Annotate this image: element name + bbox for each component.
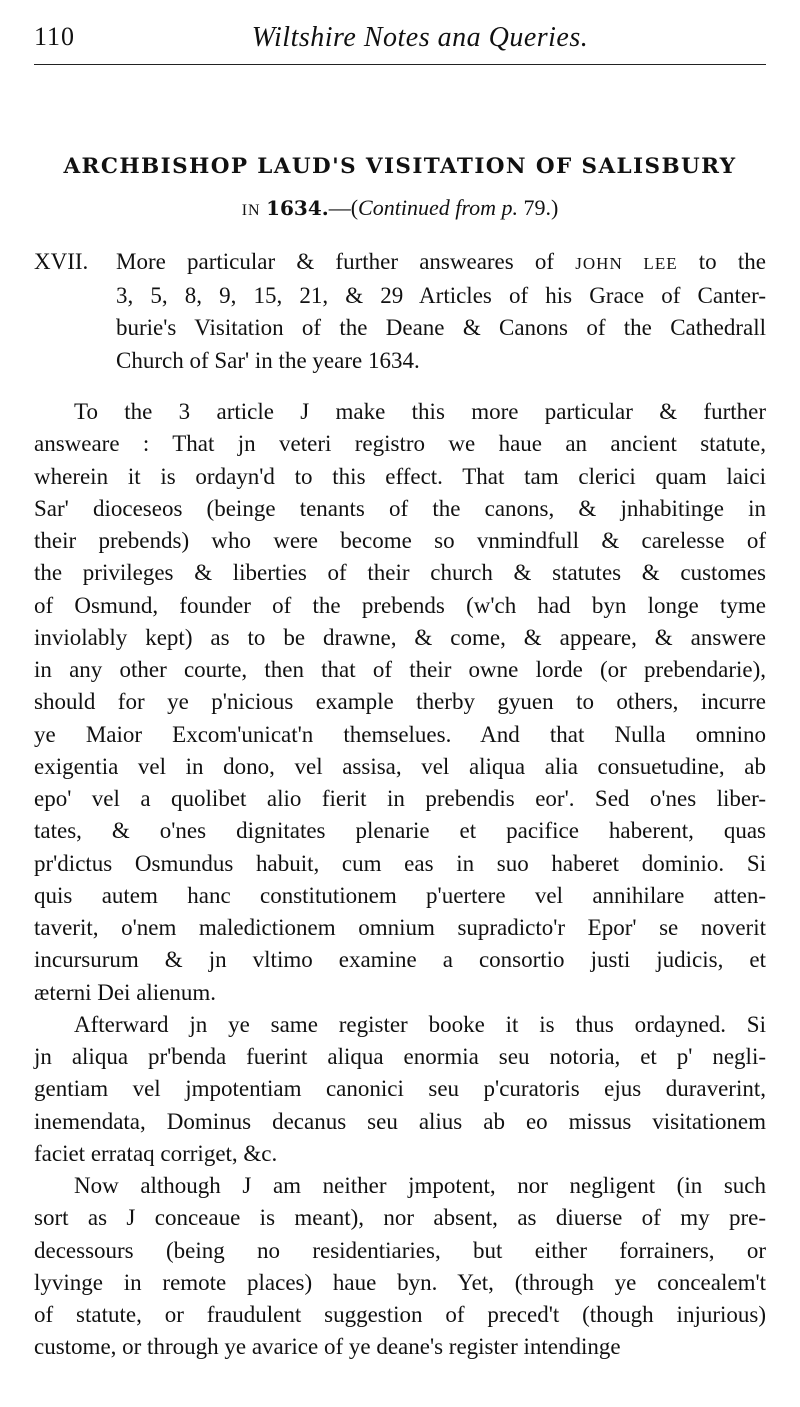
text-line: of Osmund, founder of the prebends (w'ch had byn longe tyme bbox=[34, 592, 766, 618]
text-line: ye Maior Excom'unicat'n themselues. And that Nulla omnino bbox=[34, 721, 766, 747]
text-line: lyvinge in remote places) haue byn. Yet, (through ye concealem't bbox=[34, 1269, 766, 1295]
subtitle-year: 1634. bbox=[266, 196, 329, 220]
text-line: sort as J conceaue is meant), nor absent, as diuerse of my pre- bbox=[34, 1205, 766, 1231]
text-line: quis autem hanc constitutionem p'uertere vel annihilare atten- bbox=[34, 882, 766, 908]
text-line: faciet errataq corriget, &c. bbox=[34, 1140, 278, 1166]
article-subtitle bbox=[34, 195, 766, 221]
subtitle-dash: —( bbox=[328, 195, 359, 220]
header-rule bbox=[34, 64, 766, 65]
text-line: of statute, or fraudulent suggestion of preced't (though injurious) bbox=[34, 1302, 766, 1327]
journal-title: Wiltshire Notes ana Queries. bbox=[251, 22, 589, 53]
text-line: jn aliqua pr'benda fuerint aliqua enormia seu notoria, et p' negli- bbox=[34, 1044, 766, 1069]
section-line: Church of Sar' in the yeare 1634. bbox=[116, 347, 420, 373]
text-line: epo' vel a quolibet alio fierit in prebendis eor'. Sed o'nes liber- bbox=[34, 786, 766, 811]
author-name: JOHN LEE bbox=[575, 254, 678, 273]
text-line: Now although J am neither jmpotent, nor negligent (in such bbox=[74, 1173, 766, 1198]
subtitle-prefix: IN bbox=[241, 202, 261, 219]
text-line: Sar' dioceseos (beinge tenants of the canons, & jnhabitinge in bbox=[34, 495, 766, 521]
text-line: should for ye p'nicious example therby gyuen to others, incurre bbox=[34, 689, 766, 715]
section-line bbox=[116, 246, 766, 280]
text-line: Afterward jn ye same register booke it is thus ordayned. Si bbox=[74, 1011, 766, 1037]
text-line: decessours (being no residentiaries, but either forrainers, or bbox=[34, 1237, 766, 1263]
text-line: gentiam vel jmpotentiam canonici seu p'curatoris ejus duraverint, bbox=[34, 1076, 766, 1102]
section-numeral: XVII. bbox=[34, 249, 89, 274]
section-line-text: More particular & further answeares of bbox=[116, 249, 576, 274]
text-line: inemendata, Dominus decanus seu alius ab eo missus visitationem bbox=[34, 1108, 766, 1134]
subtitle-continued: Continued from p. bbox=[358, 195, 518, 220]
text-line: in any other courte, then that of their owne lorde (or prebendarie), bbox=[34, 657, 766, 682]
text-line: exigentia vel in dono, vel assisa, vel aliqua alia consuetudine, ab bbox=[34, 753, 766, 779]
text-line: inviolably kept) as to be drawne, & come, & appeare, & answere bbox=[34, 624, 766, 650]
text-line: the privileges & liberties of their church & statutes & customes bbox=[34, 560, 766, 586]
text-line: taverit, o'nem maledictionem omnium supradicto'r Epor' se noverit bbox=[34, 915, 766, 940]
text-line: incursurum & jn vltimo examine a consortio justi judicis, et bbox=[34, 947, 766, 973]
article-title: ARCHBISHOP LAUD'S VISITATION OF SALISBURY bbox=[63, 154, 737, 179]
text-line: æterni Dei alienum. bbox=[34, 979, 217, 1005]
text-line: To the 3 article J make this more particular & further bbox=[74, 399, 766, 424]
text-line: custome, or through ye avarice of ye deane's register intendinge bbox=[34, 1334, 621, 1360]
text-line: wherein it is ordayn'd to this effect. That tam clerici quam laici bbox=[34, 463, 766, 489]
text-line: tates, & o'nes dignitates plenarie et pacifice haberent, quas bbox=[34, 818, 766, 844]
subtitle-page: 79.) bbox=[517, 195, 559, 220]
section-line: burie's Visitation of the Deane & Canons of the Cathedrall bbox=[116, 315, 766, 341]
body-text bbox=[34, 396, 766, 1364]
text-line: pr'dictus Osmundus habuit, cum eas in suo haberet dominio. Si bbox=[34, 850, 766, 876]
section-heading bbox=[116, 246, 766, 377]
text-line: their prebends) who were become so vnmindfull & carelesse of bbox=[34, 528, 766, 553]
section-line: 3, 5, 8, 9, 15, 21, & 29 Articles of his Grace of Canter- bbox=[116, 283, 766, 309]
text-line: answeare : That jn veteri registro we haue an ancient statute, bbox=[34, 431, 766, 457]
section-line-text: to the bbox=[677, 249, 766, 274]
running-head bbox=[34, 22, 766, 58]
page-number: 110 bbox=[34, 22, 76, 51]
